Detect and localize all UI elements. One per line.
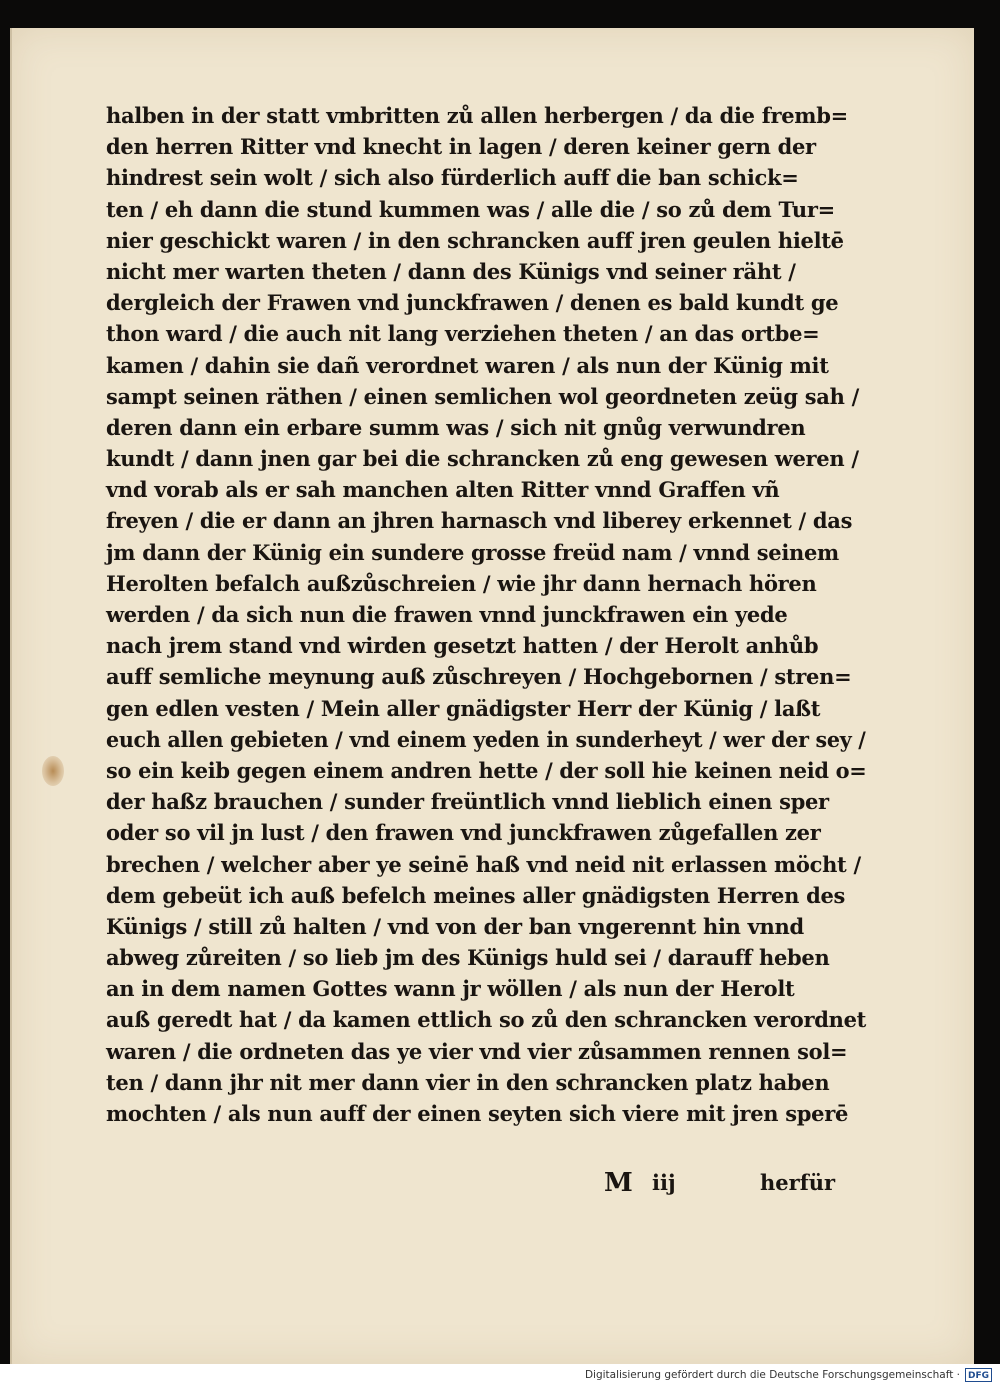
text-line: auff semliche meynung auß zůschreyen / Hochgebornen / stren= — [106, 664, 852, 690]
signature-number: iij — [652, 1170, 676, 1195]
text-line: ten / eh dann die stund kummen was / alle die / so zů dem Tur= — [106, 196, 835, 222]
text-line: ten / dann jhr nit mer dann vier in den schrancken platz haben — [106, 1069, 830, 1095]
text-line: den herren Ritter vnd knecht in lagen / deren keiner gern der — [106, 134, 816, 160]
text-line: nier geschickt waren / in den schrancken auff jren geulen hieltē — [106, 227, 844, 253]
text-line: euch allen gebieten / vnd einem yeden in sunderheyt / wer der sey / — [106, 726, 866, 752]
funding-bar — [0, 1364, 1000, 1388]
text-line: brechen / welcher aber ye seinē haß vnd neid nit erlassen möcht / — [106, 851, 861, 877]
text-line: nach jrem stand vnd wirden gesetzt hatten / der Herolt anhůb — [106, 633, 819, 659]
text-line: jm dann der Künig ein sundere grosse freüd nam / vnnd seinem — [106, 539, 839, 565]
text-line: sampt seinen räthen / einen semlichen wol geordneten zeüg sah / — [106, 383, 859, 409]
text-line: oder so vil jn lust / den frawen vnd junckfrawen zůgefallen zer — [106, 820, 821, 846]
page-footer-line — [106, 1168, 846, 1202]
text-line: mochten / als nun auff der einen seyten sich viere mit jren sperē — [106, 1101, 849, 1126]
scanned-page — [10, 28, 974, 1364]
text-line: freyen / die er dann an jhren harnasch vnd liberey erkennet / das — [106, 508, 853, 534]
text-line: kamen / dahin sie dañ verordnet waren / als nun der Künig mit — [106, 352, 829, 378]
text-line: gen edlen vesten / Mein aller gnädigster Herr der Künig / laßt — [106, 695, 821, 721]
text-line: hindrest sein wolt / sich also fürderlich auff die ban schick= — [106, 165, 799, 191]
text-line: abweg zůreiten / so lieb jm des Künigs huld sei / darauff heben — [106, 945, 830, 971]
text-line: dem gebeüt ich auß befelch meines aller gnädigsten Herren des — [106, 882, 846, 908]
text-line: Künigs / still zů halten / vnd von der ban vngerennt hin vnnd — [106, 913, 804, 939]
text-line: thon ward / die auch nit lang verziehen theten / an das ortbe= — [106, 321, 820, 347]
page-text — [106, 100, 866, 1129]
dfg-logo: DFG — [965, 1368, 992, 1382]
text-line: kundt / dann jnen gar bei die schrancken zů eng gewesen weren / — [106, 446, 859, 472]
catchword: herfür — [760, 1170, 836, 1195]
text-line: an in dem namen Gottes wann jr wöllen / als nun der Herolt — [106, 976, 795, 1002]
text-line: auß geredt hat / da kamen ettlich so zů den schrancken verordnet — [106, 1007, 867, 1033]
text-line: der haßz brauchen / sunder freüntlich vnnd lieblich einen sper — [106, 789, 829, 815]
signature-mark: M — [604, 1168, 633, 1198]
text-line: vnd vorab als er sah manchen alten Ritter vnnd Graffen vñ — [106, 477, 780, 503]
text-line: nicht mer warten theten / dann des Künigs vnd seiner räht / — [106, 258, 796, 284]
stain-mark — [42, 756, 64, 786]
text-line: so ein keib gegen einem andren hette / der soll hie keinen neid o= — [106, 757, 867, 783]
text-line: Herolten befalch außzůschreien / wie jhr dann hernach hören — [106, 570, 817, 596]
text-line: werden / da sich nun die frawen vnnd junckfrawen ein yede — [106, 602, 788, 627]
text-line: halben in der statt vmbritten zů allen herbergen / da die fremb= — [106, 103, 848, 128]
text-line: deren dann ein erbare summ was / sich nit gnůg verwundren — [106, 414, 806, 440]
text-line: waren / die ordneten das ye vier vnd vier zůsammen rennen sol= — [106, 1038, 848, 1064]
text-line: dergleich der Frawen vnd junckfrawen / denen es bald kundt ge — [106, 290, 839, 316]
funding-text: Digitalisierung gefördert durch die Deutsche Forschungsgemeinschaft · — [584, 1369, 960, 1381]
